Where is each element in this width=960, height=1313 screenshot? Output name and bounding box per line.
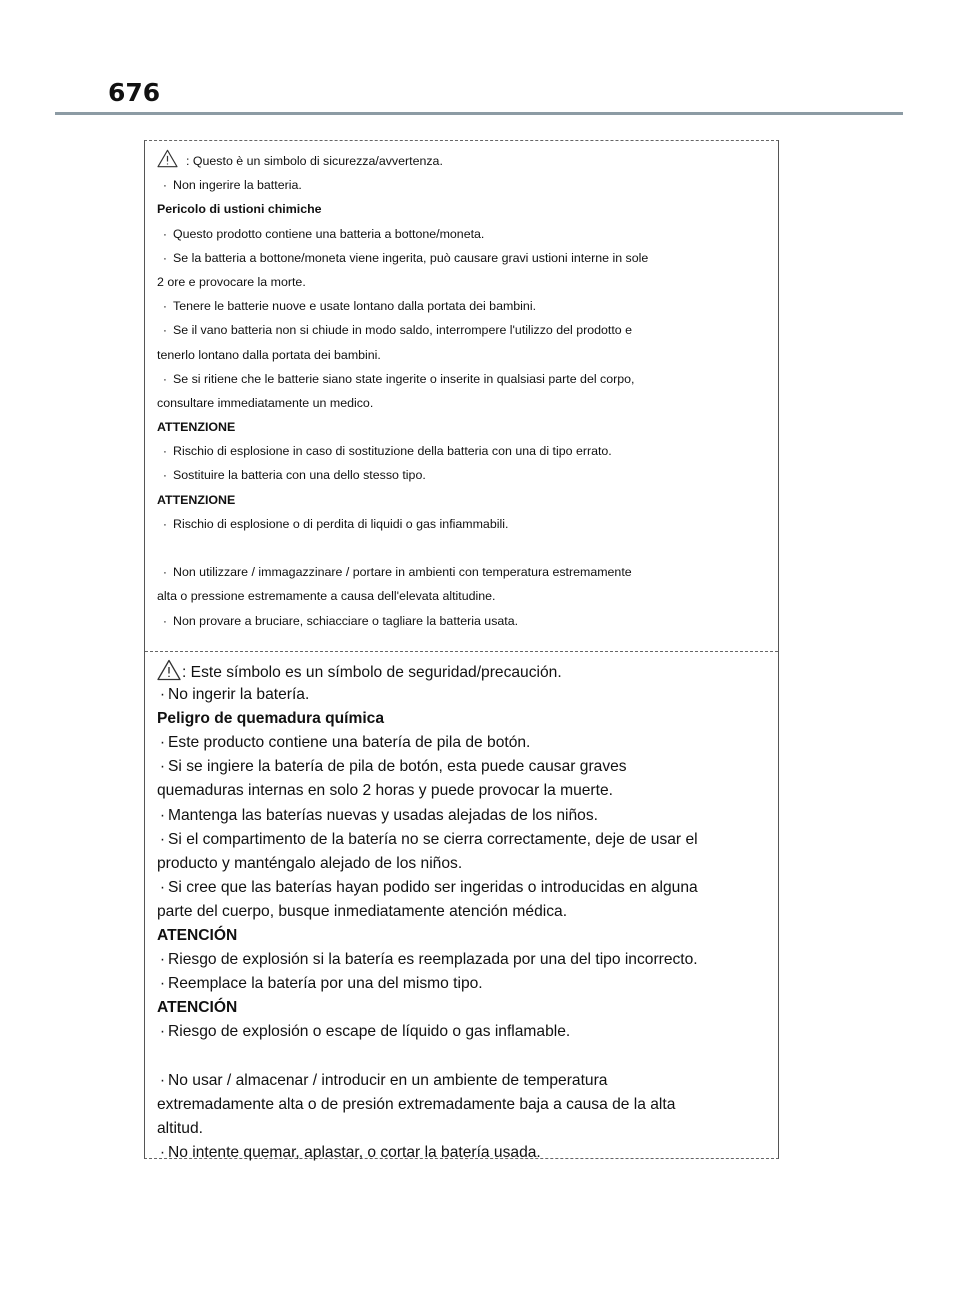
- bullet-item: [157, 1069, 768, 1093]
- bullet-text: Riesgo de explosión si la batería es reemplazada por una del tipo incorrecto.: [168, 951, 698, 969]
- bullet-text: No ingerir la batería.: [168, 686, 310, 704]
- continuation-line: consultare immediatamente un medico.: [157, 395, 374, 410]
- bullet-dot: ·: [162, 226, 168, 241]
- bullet-item: [157, 1141, 768, 1165]
- battery-warning-box: [144, 140, 779, 1159]
- continuation-line: alta o pressione estremamente a causa dell'elevata altitudine.: [157, 589, 496, 604]
- bullet-item: [157, 463, 768, 487]
- bullet-dot: ·: [159, 806, 166, 824]
- continuation-line: parte del cuerpo, busque inmediatamente atención médica.: [157, 902, 568, 920]
- bullet-item: [157, 1020, 768, 1044]
- bullet-text: Reemplace la batería por una del mismo tipo.: [168, 975, 483, 993]
- bullet-text: Si el compartimento de la batería no se cierra correctamente, deje de usar el: [168, 830, 698, 848]
- bullet-item: [157, 972, 768, 996]
- bullet-text: Se il vano batteria non si chiude in modo saldo, interrompere l'utilizzo del prodotto e: [173, 323, 633, 338]
- section-heading: ATENCIÓN: [157, 927, 238, 945]
- bullet-dot: ·: [159, 951, 166, 969]
- section-divider: [145, 651, 778, 652]
- bullet-text: Se la batteria a bottone/moneta viene ingerita, può causare gravi ustioni interne in sole: [173, 250, 649, 265]
- bullet-text: Este producto contiene una batería de pila de botón.: [168, 734, 531, 752]
- bullet-dot: ·: [162, 250, 168, 265]
- bullet-dot: ·: [159, 830, 166, 848]
- bullet-text: Non utilizzare / immagazzinare / portare in ambienti con temperatura estremamente: [173, 565, 632, 580]
- bullet-text: Sostituire la batteria con una dello stesso tipo.: [173, 468, 426, 483]
- bullet-item: [157, 683, 768, 707]
- bullet-dot: ·: [162, 468, 168, 483]
- bullet-dot: ·: [162, 516, 168, 531]
- bullet-dot: ·: [159, 1143, 166, 1161]
- bullet-item: [157, 222, 768, 246]
- bullet-text: Rischio di esplosione in caso di sostituzione della batteria con una di tipo errato.: [173, 444, 612, 459]
- bullet-dot: ·: [159, 1023, 166, 1041]
- italian-warning-section: [157, 149, 768, 633]
- bullet-text: Mantenga las baterías nuevas y usadas alejadas de los niños.: [168, 806, 598, 824]
- bullet-dot: ·: [159, 686, 166, 704]
- symbol-explanation: [157, 659, 768, 683]
- bullet-text: Riesgo de explosión o escape de líquido o gas inflamable.: [168, 1023, 571, 1041]
- bullet-dot: ·: [162, 565, 168, 580]
- spanish-warning-section: [157, 659, 768, 1165]
- section-heading: Pericolo di ustioni chimiche: [157, 202, 322, 217]
- bullet-item: [157, 948, 768, 972]
- bullet-dot: ·: [159, 1071, 166, 1089]
- bullet-text: Non provare a bruciare, schiacciare o tagliare la batteria usata.: [173, 613, 519, 628]
- symbol-explanation-text: : Este símbolo es un símbolo de seguridad/precaución.: [182, 664, 562, 681]
- bullet-item: [157, 512, 768, 536]
- bullet-dot: ·: [159, 758, 166, 776]
- bullet-dot: ·: [162, 323, 168, 338]
- bullet-text: Non ingerire la batteria.: [173, 178, 302, 193]
- bullet-dot: ·: [159, 878, 166, 896]
- continuation-line: quemaduras internas en solo 2 horas y puede provocar la muerte.: [157, 782, 613, 800]
- bullet-text: No intente quemar, aplastar, o cortar la batería usada.: [168, 1143, 541, 1161]
- page-number: 676: [108, 78, 161, 107]
- bullet-text: Questo prodotto contiene una batteria a bottone/moneta.: [173, 226, 485, 241]
- bullet-dot: ·: [162, 299, 168, 314]
- bullet-item: [157, 876, 768, 900]
- bullet-text: Tenere le batterie nuove e usate lontano dalla portata dei bambini.: [173, 299, 537, 314]
- continuation-line: tenerlo lontano dalla portata dei bambini.: [157, 347, 381, 362]
- bullet-text: Rischio di esplosione o di perdita di liquidi o gas infiammabili.: [173, 516, 509, 531]
- bullet-item: [157, 731, 768, 755]
- bullet-item: [157, 173, 768, 197]
- bullet-dot: ·: [162, 371, 168, 386]
- bullet-dot: ·: [162, 444, 168, 459]
- section-heading: ATENCIÓN: [157, 999, 238, 1017]
- section-heading: Peligro de quemadura química: [157, 710, 385, 728]
- header-rule: [55, 112, 903, 115]
- blank-line: [157, 1045, 768, 1069]
- bullet-dot: ·: [162, 178, 168, 193]
- blank-line: [157, 536, 768, 560]
- bullet-text: Se si ritiene che le batterie siano state ingerite o inserite in qualsiasi parte del corpo,: [173, 371, 635, 386]
- bullet-dot: ·: [159, 975, 166, 993]
- bullet-dot: ·: [159, 734, 166, 752]
- bullet-text: No usar / almacenar / introducir en un ambiente de temperatura: [168, 1071, 608, 1089]
- bullet-item: [157, 439, 768, 463]
- bullet-item: [157, 828, 768, 852]
- bullet-item: [157, 246, 768, 270]
- bullet-item: [157, 609, 768, 633]
- continuation-line: 2 ore e provocare la morte.: [157, 274, 306, 289]
- bullet-text: Si se ingiere la batería de pila de botón, esta puede causar graves: [168, 758, 627, 776]
- continuation-line: producto y manténgalo alejado de los niños.: [157, 854, 463, 872]
- section-heading: ATTENZIONE: [157, 420, 236, 435]
- symbol-explanation: [157, 149, 768, 173]
- bullet-item: [157, 755, 768, 779]
- bullet-item: [157, 804, 768, 828]
- warning-triangle-icon: [157, 149, 178, 176]
- bullet-item: [157, 318, 768, 342]
- symbol-explanation-text: : Questo è un simbolo di sicurezza/avvertenza.: [186, 154, 443, 168]
- bullet-text: Si cree que las baterías hayan podido ser ingeridas o introducidas en alguna: [168, 878, 698, 896]
- continuation-line: altitud.: [157, 1119, 203, 1137]
- continuation-line: extremadamente alta o de presión extremadamente baja a causa de la alta: [157, 1095, 676, 1113]
- bullet-item: [157, 367, 768, 391]
- bullet-item: [157, 294, 768, 318]
- section-heading: ATTENZIONE: [157, 492, 236, 507]
- bullet-item: [157, 560, 768, 584]
- bullet-dot: ·: [162, 613, 168, 628]
